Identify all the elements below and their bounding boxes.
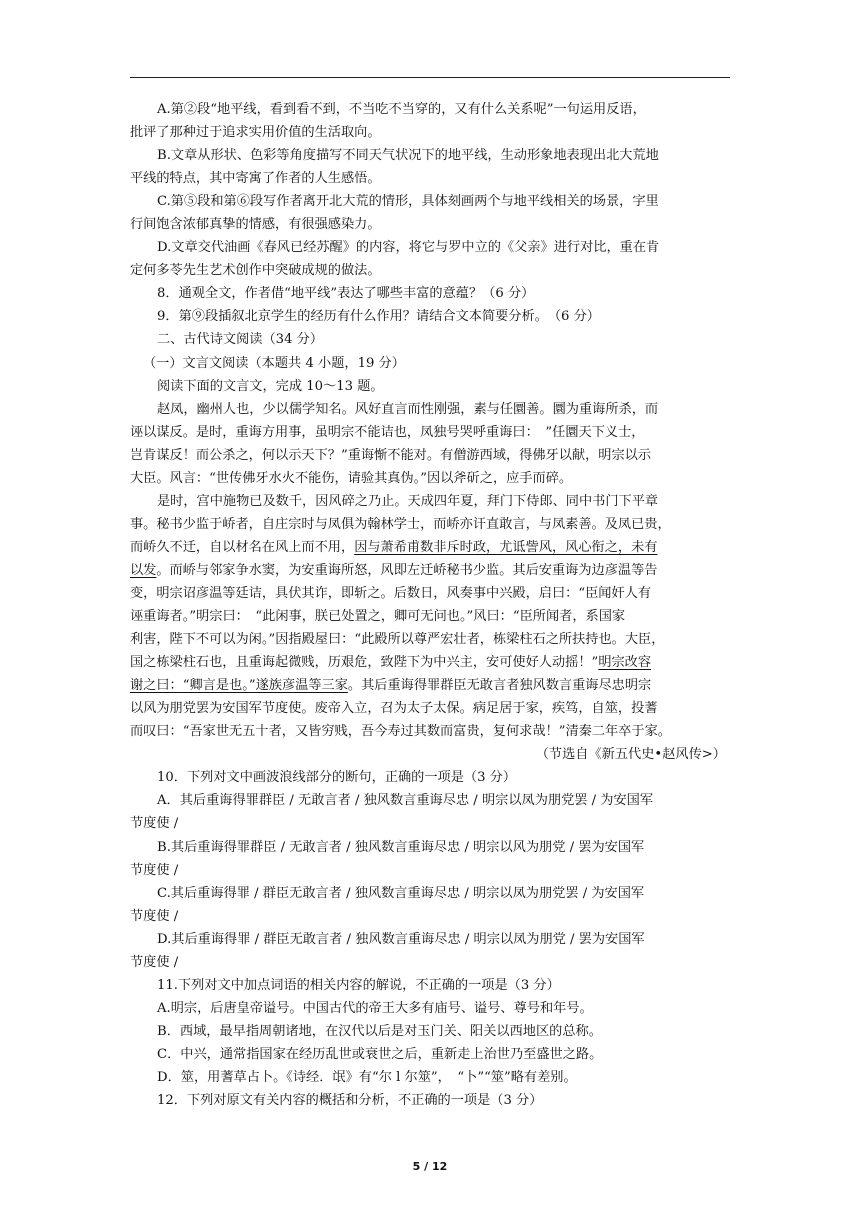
text-line bbox=[130, 513, 730, 536]
text-line bbox=[130, 882, 730, 905]
text-line bbox=[130, 444, 730, 467]
text-line bbox=[130, 421, 730, 444]
text-line bbox=[130, 213, 730, 236]
text-segment: 8．通观全文，作者借“地平线”表达了哪些丰富的意蕴？（6 分） bbox=[157, 286, 535, 302]
text-line bbox=[130, 905, 730, 928]
text-line bbox=[130, 536, 730, 559]
text-segment: 阅读下面的文言文，完成 10～13 题。 bbox=[157, 378, 384, 394]
text-segment: 节度使 / bbox=[130, 816, 179, 832]
text-segment: （一）文言文阅读（本题共 4 小题，19 分） bbox=[143, 355, 405, 371]
text-segment: 10．下列对文中画波浪线部分的断句，正确的一项是（3 分） bbox=[157, 770, 517, 786]
text-line bbox=[130, 859, 730, 882]
text-line bbox=[130, 1020, 730, 1043]
text-line bbox=[130, 789, 730, 812]
text-line bbox=[130, 836, 730, 859]
text-segment: A．其后重诲得罪群臣 / 无敢言者 / 独风数言重诲尽忠 / 明宗以凤为朋党罢 / 为安国军 bbox=[157, 793, 654, 809]
text-segment: 事。秘书少监于峤者，自庄宗时与凤俱为翰林学士，而峤亦讦直敢言，与凤素善。及凤已贵， bbox=[130, 516, 671, 532]
text-line bbox=[130, 766, 730, 789]
text-segment: 12．下列对原文有关内容的概括和分析，不正确的一项是（3 分） bbox=[157, 1093, 543, 1109]
text-line bbox=[130, 352, 730, 375]
text-line bbox=[130, 98, 730, 121]
text-segment: 大臣。风言：“世传佛牙水火不能伤，请验其真伪。”因以斧斫之，应手而碎。 bbox=[130, 470, 573, 486]
text-line bbox=[130, 190, 730, 213]
text-line bbox=[130, 605, 730, 628]
text-segment: 11.下列对文中加点词语的相关内容的解说，不正确的一项是（3 分） bbox=[157, 977, 560, 993]
text-segment: B.其后重诲得罪群臣 / 无敢言者 / 独风数言重诲尽忠 / 明宗以风为朋党 / 罢为安国军 bbox=[157, 839, 645, 855]
text-line bbox=[130, 282, 730, 305]
text-line bbox=[130, 674, 730, 697]
text-segment: 诬重诲者。”明宗曰： “此闲事，朕已处置之，卿可无问也。”风曰：“臣所闻者，系国家 bbox=[130, 609, 626, 625]
text-line bbox=[130, 167, 730, 190]
text-segment: 行间饱含浓郁真挚的情感，有很强感染力。 bbox=[130, 217, 381, 233]
underlined-text: 以发 bbox=[130, 562, 157, 578]
underlined-text: 谢之曰：“卿言是也。”遂族彦温等三家 bbox=[130, 678, 348, 694]
text-segment: B.文章从形状、色彩等角度描写不同天气状况下的地平线，生动形象地表现出北大荒地 bbox=[157, 148, 659, 164]
text-segment: 。而峤与邻家争水窦，为安重诲所怒，风即左迁峤秘书少监。其后安重诲为边彦温等告 bbox=[156, 562, 658, 578]
text-segment: D．筮，用蓍草占卜。《诗经．氓》有“尔 l 尔筮”， “卜”“筮”略有差别。 bbox=[157, 1069, 577, 1085]
text-line bbox=[130, 1043, 730, 1066]
text-line bbox=[130, 997, 730, 1020]
text-line bbox=[130, 720, 730, 743]
text-segment: 二、古代诗文阅读（34 分） bbox=[157, 332, 324, 348]
text-line bbox=[130, 697, 730, 720]
text-segment: A.第②段“地平线，看到看不到，不当吃不当穿的，又有什么关系呢”一句运用反语， bbox=[157, 102, 646, 117]
text-segment: 以风为朋党罢为安国军节度使。废帝入立，召为太子太保。病足居于家，疾笃，自筮，投蓍 bbox=[130, 701, 658, 717]
text-segment: 。其后重诲得罪群臣无敢言者独风数言重诲尽忠明宗 bbox=[347, 678, 652, 694]
text-line bbox=[130, 743, 730, 766]
text-segment: 而峤久不迁，自以材名在风上而不用， bbox=[130, 539, 355, 555]
text-line bbox=[130, 375, 730, 398]
text-segment: D.文章交代油画《春风已经苏醒》的内容，将它与罗中立的《父亲》进行对比，重在肯 bbox=[157, 240, 660, 256]
text-segment: 利害，陛下不可以为闲。”因指殿屋曰：“此殿所以尊严宏壮者，栋梁柱石之所扶持也。大臣， bbox=[130, 632, 665, 648]
text-segment: 变，明宗诏彦温等廷诘，具伏其诈，即斩之。后数日，风奏事中兴殿，启曰：“臣闻奸人有 bbox=[130, 585, 652, 601]
text-segment: 赵凤，幽州人也，少以儒学知名。风好直言而性刚强，素与任圜善。圜为重诲所杀，而 bbox=[157, 401, 659, 417]
text-segment: A.明宗，后唐皇帝谥号。中国古代的帝王大多有庙号、谥号、尊号和年号。 bbox=[157, 1000, 593, 1016]
text-segment: 批评了那种过于追求实用价值的生活取向。 bbox=[130, 125, 381, 141]
text-line bbox=[130, 490, 730, 513]
text-segment: （节选自《新五代史•赵风传>） bbox=[535, 747, 726, 763]
document-body bbox=[130, 98, 730, 1112]
text-segment: C.其后重诲得罪 / 群臣无敢言者 / 独风数言重诲尽忠 / 明宗以凤为朋党罢 / 为安国军 bbox=[157, 885, 645, 901]
text-segment: 定何多苓先生艺术创作中突破成规的做法。 bbox=[130, 263, 381, 279]
text-line bbox=[130, 628, 730, 651]
page-number: 5 / 12 bbox=[412, 1160, 448, 1173]
text-segment: B．西域，最早指周朝诸地，在汉代以后是对玉门关、阳关以西地区的总称。 bbox=[157, 1023, 602, 1039]
text-segment: 国之栋梁柱石也，且重诲起微贱，历艰危，致陛下为中兴主，安可使好人动摇！” bbox=[130, 655, 599, 671]
text-line bbox=[130, 121, 730, 144]
text-line bbox=[130, 328, 730, 351]
text-line bbox=[130, 236, 730, 259]
underlined-text: 因与萧希甫数非斥时政，尤诋訾风，风心衔之，未有 bbox=[354, 539, 658, 555]
text-line bbox=[130, 812, 730, 835]
text-line bbox=[130, 398, 730, 421]
text-line bbox=[130, 651, 730, 674]
text-line bbox=[130, 305, 730, 328]
text-line bbox=[130, 951, 730, 974]
header-rule bbox=[130, 77, 730, 78]
underlined-text: 明宗改容 bbox=[598, 655, 652, 671]
text-segment: 节度使 / bbox=[130, 862, 179, 878]
text-segment: 诬以谋反。是时，重诲方用事，虽明宗不能诘也，凤独号哭呼重诲曰： ”任圜天下义士， bbox=[130, 424, 645, 440]
text-segment: 节度使 / bbox=[130, 908, 179, 924]
text-line bbox=[130, 144, 730, 167]
text-segment: 岂肯谋反！而公杀之，何以示天下？”重诲惭不能对。有僧游西域，得佛牙以献，明宗以示 bbox=[130, 447, 652, 463]
text-segment: 9．第⑨段插叙北京学生的经历有什么作用？请结合文本简要分析。 （6 分） bbox=[157, 309, 600, 325]
text-segment: C.第⑤段和第⑥段写作者离开北大荒的情形，具体刻画两个与地平线相关的场景，字里 bbox=[157, 194, 659, 210]
text-segment: 而叹曰：“吾家世无五十者，又皆穷贱，吾今寿过其数而富贵，复何求哉！”清秦二年卒于家。 bbox=[130, 724, 671, 740]
text-line bbox=[130, 1066, 730, 1089]
text-line bbox=[130, 259, 730, 282]
text-segment: C．中兴，通常指国家在经历乱世或衰世之后，重新走上治世乃至盛世之路。 bbox=[157, 1046, 603, 1062]
text-line bbox=[130, 467, 730, 490]
text-line bbox=[130, 559, 730, 582]
text-line bbox=[130, 1089, 730, 1112]
text-segment: D.其后重诲得罪 / 群臣无敢言者 / 独风数言重诲尽忠 / 明宗以凤为朋党 / 罢为安国军 bbox=[157, 931, 645, 947]
text-line bbox=[130, 582, 730, 605]
text-line bbox=[130, 974, 730, 997]
text-segment: 节度使 / bbox=[130, 954, 179, 970]
text-segment: 平线的特点，其中寄寓了作者的人生感悟。 bbox=[130, 171, 381, 187]
text-line bbox=[130, 928, 730, 951]
text-segment: 是时，宫中施物已及数千，因风碎之乃止。天成四年夏，拜门下侍郎、同中书门下平章 bbox=[157, 493, 659, 509]
